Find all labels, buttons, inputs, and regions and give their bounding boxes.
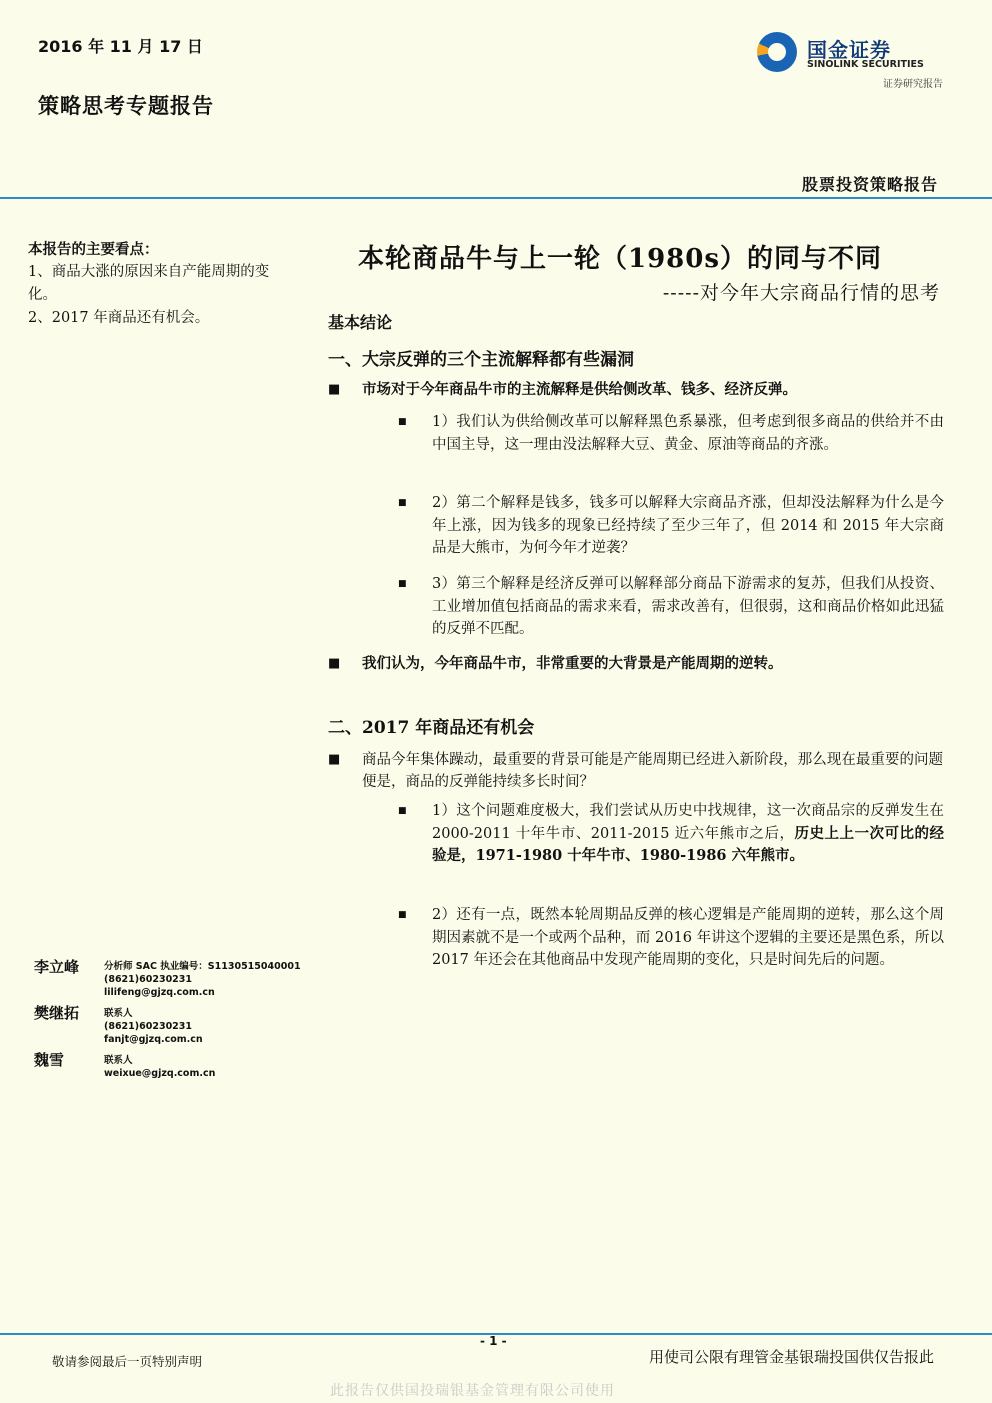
section-2-item-1	[398, 800, 944, 868]
section-1-conclusion	[328, 653, 943, 675]
section-2-item-2-text: 2）还有一点，既然本轮周期品反弹的核心逻辑是产能周期的逆转，那么这个周期因素就不是一个或两个品种，而 2016 年讲这个逻辑的主要还是黑色系，所以 2017 年还会在其他商品中发现产能周期的变化，只是时间先后的问题。	[432, 907, 944, 968]
basic-conclusion-heading: 基本结论	[328, 313, 393, 332]
report-title: 本轮商品牛与上一轮（1980s）的同与不同	[358, 244, 883, 274]
section-2-heading: 二、2017 年商品还有机会	[328, 718, 535, 738]
logo-subtitle: 证券研究报告	[883, 79, 943, 90]
key-points-title: 本报告的主要看点：	[28, 241, 159, 258]
page-number: - 1 -	[480, 1334, 507, 1348]
small-square-bullet-icon: ■	[398, 806, 407, 816]
section-1-item-1-text: 1）我们认为供给侧改革可以解释黑色系暴涨，但考虑到很多商品的供给并不由中国主导，这一理由没法解释大豆、黄金、原油等商品的齐涨。	[432, 414, 944, 453]
analyst-line: (8621)60230231	[104, 1021, 193, 1032]
section-2-lead	[328, 749, 943, 793]
footer-disclaimer: 敬请参阅最后一页特别声明	[52, 1354, 203, 1369]
section-2-item-1-text	[432, 800, 944, 868]
small-square-bullet-icon: ■	[398, 910, 407, 920]
section-2-item-1-bold: 历史上上一次可比的经验是，1971-1980 十年牛市、1980-1986 六年熊市。	[432, 824, 944, 864]
analyst-line: (8621)60230231	[104, 974, 193, 985]
section-1-item-3	[398, 573, 944, 641]
section-1-lead-text: 市场对于今年商品牛市的主流解释是供给侧改革、钱多、经济反弹。	[362, 381, 797, 398]
footer-mirrored-note: 用使司公限有理管金基银瑞投国供仅告报此	[648, 1348, 934, 1366]
analyst-line: 联系人	[104, 1008, 133, 1019]
section-1-item-2-text: 2）第二个解释是钱多，钱多可以解释大宗商品齐涨，但却没法解释为什么是今年上涨，因为钱多的现象已经持续了至少三年了，但 2014 和 2015 年大宗商品是大熊市，为何今年才逆袭？	[432, 495, 944, 556]
section-1-item-3-text: 3）第三个解释是经济反弹可以解释部分商品下游需求的复苏，但我们从投资、工业增加值包括商品的需求来看，需求改善有，但很弱，这和商品价格如此迅猛的反弹不匹配。	[432, 576, 944, 637]
footer-watermark: 此报告仅供国投瑞银基金管理有限公司使用	[330, 1383, 615, 1399]
report-date: 2016 年 11 月 17 日	[38, 37, 203, 56]
square-bullet-icon: ■	[328, 752, 341, 767]
section-1-item-2	[398, 492, 944, 560]
analyst-line: 联系人	[104, 1055, 133, 1066]
report-series: 策略思考专题报告	[38, 93, 214, 118]
key-point-1: 1、商品大涨的原因来自产能周期的变化。	[28, 264, 270, 303]
analyst-contact	[104, 1007, 203, 1046]
analyst-contact	[104, 960, 301, 999]
analyst-line: weixue@gjzq.com.cn	[104, 1068, 216, 1079]
company-logo	[755, 30, 945, 92]
square-bullet-icon: ■	[328, 656, 341, 671]
small-square-bullet-icon: ■	[398, 579, 407, 589]
analyst-name: 魏雪	[34, 1051, 65, 1069]
section-1-lead	[328, 379, 943, 401]
key-point-2: 2、2017 年商品还有机会。	[28, 310, 210, 326]
report-subtitle: -----对今年大宗商品行情的思考	[662, 282, 940, 304]
analyst-line: fanjt@gjzq.com.cn	[104, 1034, 203, 1045]
section-2-item-2	[398, 904, 944, 972]
analyst-contact	[104, 1054, 215, 1080]
section-1-heading: 一、大宗反弹的三个主流解释都有些漏洞	[328, 350, 634, 370]
small-square-bullet-icon: ■	[398, 498, 407, 508]
logo-emblem-icon	[757, 32, 797, 72]
section-1-conclusion-text: 我们认为，今年商品牛市，非常重要的大背景是产能周期的逆转。	[362, 655, 783, 672]
section-1-item-1	[398, 411, 944, 456]
logo-cn-text: 国金证券	[807, 38, 891, 62]
header-divider	[0, 197, 992, 199]
analyst-name: 樊继拓	[34, 1004, 80, 1022]
analyst-name: 李立峰	[34, 958, 80, 976]
small-square-bullet-icon: ■	[398, 417, 407, 427]
section-2-item-1-normal: 1）这个问题难度极大，我们尝试从历史中找规律，这一次商品宗的反弹发生在 2000-2011 十年牛市、2011-2015 近六年熊市之后，	[432, 803, 944, 842]
analyst-line: 分析师 SAC 执业编号：S1130515040001	[104, 961, 301, 972]
report-type: 股票投资策略报告	[801, 175, 938, 194]
square-bullet-icon: ■	[328, 382, 341, 397]
section-2-lead-text: 商品今年集体躁动，最重要的背景可能是产能周期已经进入新阶段，那么现在最重要的问题便是，商品的反弹能持续多长时间？	[362, 752, 943, 790]
key-points-sidebar	[28, 238, 278, 330]
analyst-line: lilifeng@gjzq.com.cn	[104, 987, 215, 998]
logo-en-text: SINOLINK SECURITIES	[807, 59, 924, 70]
